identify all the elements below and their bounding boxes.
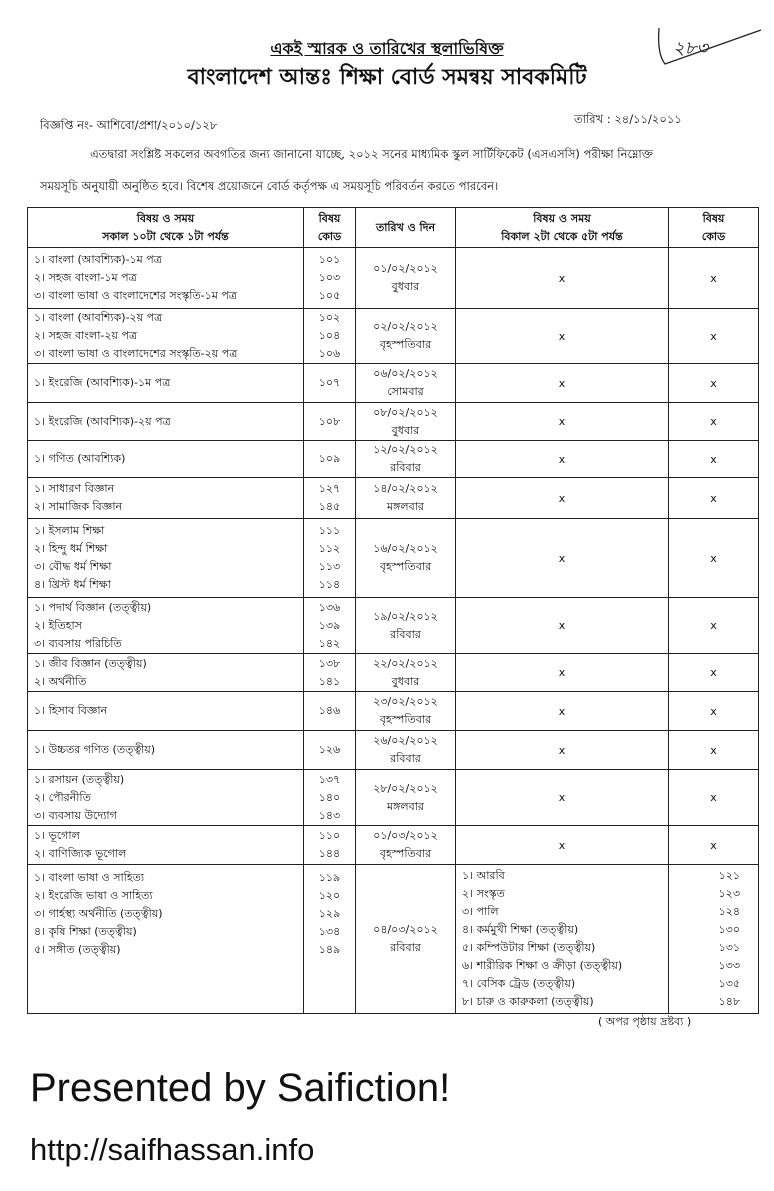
morning-subjects — [28, 598, 304, 654]
subject-name: ২। ইতিহাস — [34, 618, 82, 632]
exam-date: ০৪/০৩/২০১২ — [373, 923, 438, 936]
no-afternoon-code: x — [669, 692, 759, 731]
table-row — [28, 770, 759, 826]
subject-name: ৫। সঙ্গীত (তত্ত্বীয়) — [34, 943, 121, 956]
morning-codes — [304, 598, 356, 654]
exam-schedule-table — [27, 207, 759, 1014]
no-afternoon-exam: x — [456, 441, 669, 478]
exam-day: সোমবার — [387, 385, 424, 398]
subject-code: ১২৬ — [318, 743, 341, 756]
subject-code: ১৪৩ — [318, 808, 341, 822]
date-day — [356, 598, 456, 654]
header-text: বিকাল ২টা থেকে ৫টা পর্যন্ত — [501, 229, 623, 243]
morning-subjects — [28, 865, 304, 1014]
subject-code: ১৪৬ — [318, 704, 341, 717]
subject-code: ১৩৮ — [318, 656, 341, 670]
no-afternoon-code: x — [669, 478, 759, 519]
subject-code: ১৩৭ — [318, 772, 341, 786]
table-row — [28, 865, 759, 1014]
date-day — [356, 519, 456, 598]
morning-subjects — [28, 654, 304, 692]
subject-name: ১। ইসলাম শিক্ষা — [34, 524, 105, 537]
subject-code: ১৩৩ — [718, 959, 740, 972]
presented-by-caption: Presented by Saifiction! — [30, 1066, 451, 1110]
header-afternoon — [456, 208, 669, 248]
subject-code: ১৪৮ — [718, 995, 740, 1008]
table-row — [28, 692, 759, 731]
table-row — [28, 654, 759, 692]
subject-code: ১৩৬ — [318, 600, 341, 614]
exam-day: মঙ্গলবার — [387, 799, 424, 813]
morning-codes — [304, 865, 356, 1014]
subject-name: ২। সহজ বাংলা-১ম পত্র — [34, 271, 137, 284]
morning-codes — [304, 403, 356, 441]
subject-name: ২। সামাজিক বিজ্ঞান — [34, 500, 123, 513]
date-day — [356, 654, 456, 692]
no-afternoon-code: x — [669, 598, 759, 654]
subject-name: ১। উচ্চতর গণিত (তত্ত্বীয়) — [34, 743, 156, 756]
date-day — [356, 364, 456, 403]
exam-date: ২৮/০২/২০১২ — [373, 781, 438, 795]
subject-name: ৩। ব্যবসায় পরিচিতি — [34, 636, 122, 650]
subject-code: ১১১ — [318, 524, 341, 537]
morning-codes — [304, 731, 356, 770]
subject-code: ১২৪ — [718, 905, 740, 918]
table-row — [28, 441, 759, 478]
subject-name: ২। হিন্দু ধর্ম শিক্ষা — [34, 542, 108, 555]
date-day — [356, 441, 456, 478]
subject-code: ১৪৫ — [318, 500, 341, 513]
no-afternoon-code: x — [669, 309, 759, 364]
morning-subjects — [28, 441, 304, 478]
no-afternoon-exam: x — [456, 731, 669, 770]
morning-codes — [304, 248, 356, 309]
subject-code: ১৪৯ — [318, 943, 341, 956]
morning-subjects — [28, 309, 304, 364]
table-header-row — [28, 208, 759, 248]
subject-code: ১১২ — [318, 542, 341, 555]
subject-name: ৩। বাংলা ভাষা ও বাংলাদেশের সংস্কৃতি-১ম পত্র — [34, 289, 237, 302]
no-afternoon-exam: x — [456, 478, 669, 519]
morning-subjects — [28, 692, 304, 731]
header-text: বিষয় ও সময় — [533, 211, 591, 225]
subject-name: ৩। ব্যবসায় উদ্যোগ — [34, 808, 117, 822]
exam-day: বৃহস্পতিবার — [379, 713, 432, 726]
subject-name: ৪। কর্মমুখী শিক্ষা (তত্ত্বীয়) — [462, 923, 579, 936]
table-row — [28, 826, 759, 865]
date-day — [356, 826, 456, 865]
subject-code: ১১৯ — [318, 871, 341, 884]
notice-subtitle: একই স্মারক ও তারিখের স্থলাভিষিক্ত — [270, 39, 504, 58]
morning-codes — [304, 770, 356, 826]
morning-subjects — [28, 248, 304, 309]
subject-name: ১। সাধারণ বিজ্ঞান — [34, 482, 115, 495]
schedule-body — [28, 248, 759, 1014]
intro-paragraph-line-2: সময়সূচি অনুযায়ী অনুষ্ঠিত হবে। বিশেষ প্রয়োজনে বোর্ড কর্তৃপক্ষ এ সময়সূচি পরিবর্তন করতে পারবেন। — [40, 179, 499, 193]
no-afternoon-code: x — [669, 364, 759, 403]
date-day — [356, 248, 456, 309]
morning-codes — [304, 309, 356, 364]
subject-code: ১১০ — [318, 829, 341, 842]
exam-date: ০১/০২/২০১২ — [373, 262, 438, 275]
table-row — [28, 731, 759, 770]
no-afternoon-exam: x — [456, 770, 669, 826]
subject-code: ১৩৫ — [718, 977, 740, 990]
no-afternoon-exam: x — [456, 519, 669, 598]
website-link[interactable]: http://saifhassan.info — [30, 1132, 315, 1167]
subject-name: ৩। গার্হস্থ্য অর্থনীতি (তত্ত্বীয়) — [34, 907, 163, 920]
morning-subjects — [28, 826, 304, 865]
subject-code: ১০৭ — [318, 376, 341, 389]
exam-day: বুধবার — [391, 280, 420, 293]
header-code — [304, 208, 356, 248]
subject-name: ১। বাংলা ভাষা ও সাহিত্য — [34, 871, 145, 884]
subject-name: ৮। চারু ও কারুকলা (তত্ত্বীয়) — [462, 995, 594, 1008]
exam-date: ০৮/০২/২০১২ — [373, 405, 438, 419]
date-day — [356, 478, 456, 519]
afternoon-codes — [669, 865, 759, 1014]
subject-code: ১৪৪ — [318, 847, 341, 860]
notice-date: তারিখ : ২৪/১১/২০১১ — [574, 112, 682, 126]
exam-date: ১২/০২/২০১২ — [373, 443, 438, 456]
subject-name: ২। সংস্কৃত — [462, 887, 505, 900]
morning-codes — [304, 478, 356, 519]
subject-name: ৪। কৃষি শিক্ষা (তত্ত্বীয়) — [34, 925, 137, 938]
handwritten-number: ২৮৩ — [673, 38, 709, 59]
date-day — [356, 731, 456, 770]
exam-date: ২৩/০২/২০১২ — [373, 695, 438, 708]
subject-name: ১। গণিত (আবশ্যিক) — [34, 452, 126, 465]
subject-code: ১২৩ — [718, 887, 740, 900]
memo-number: বিজ্ঞপ্তি নং- আশিবো/প্রশা/২০১০/১২৮ — [40, 118, 218, 132]
subject-code: ১২১ — [718, 869, 740, 882]
morning-codes — [304, 826, 356, 865]
subject-name: ৫। কম্পিউটার শিক্ষা (তত্ত্বীয়) — [462, 941, 596, 954]
table-row — [28, 309, 759, 364]
no-afternoon-code: x — [669, 770, 759, 826]
exam-date: ১৪/০২/২০১২ — [373, 482, 438, 495]
header-date: তারিখ ও দিন — [356, 208, 456, 248]
no-afternoon-code: x — [669, 441, 759, 478]
subject-code: ১৩৪ — [318, 925, 341, 938]
subject-code: ১৪১ — [318, 674, 341, 688]
subject-name: ১। ভূগোল — [34, 829, 80, 842]
exam-date: ০২/০২/২০১২ — [373, 320, 438, 333]
subject-name: ১। বাংলা (আবশ্যিক)-১ম পত্র — [34, 253, 162, 266]
date-day — [356, 309, 456, 364]
exam-day: রবিবার — [390, 941, 421, 954]
header-text: কোড — [701, 229, 726, 243]
subject-code: ১৩৯ — [318, 618, 341, 632]
subject-code: ১২০ — [318, 889, 341, 902]
morning-codes — [304, 441, 356, 478]
subject-code: ১৩১ — [718, 941, 740, 954]
morning-subjects — [28, 770, 304, 826]
exam-day: রবিবার — [390, 627, 421, 641]
subject-name: ৬। শারীরিক শিক্ষা ও ক্রীড়া (তত্ত্বীয়) — [462, 959, 623, 972]
header-text: বিষয় ও সময় — [136, 211, 195, 225]
handwritten-page-mark — [655, 24, 765, 68]
subject-code: ১৩০ — [718, 923, 740, 936]
continued-note: ( অপর পৃষ্ঠায় দ্রষ্টব্য ) — [598, 1015, 692, 1028]
date-day — [356, 403, 456, 441]
subject-name: ২। পৌরনীতি — [34, 790, 91, 804]
subject-name: ১। ইংরেজি (আবশ্যিক)-১ম পত্র — [34, 376, 171, 389]
exam-day: বৃহস্পতিবার — [379, 847, 432, 860]
no-afternoon-code: x — [669, 403, 759, 441]
header-text: বিষয় — [702, 211, 725, 225]
subject-name: ৭। বেসিক ট্রেড (তত্ত্বীয়) — [462, 977, 576, 990]
subject-code: ১১৪ — [318, 578, 341, 591]
no-afternoon-exam: x — [456, 364, 669, 403]
date-day — [356, 865, 456, 1014]
header-text: কোড — [317, 229, 342, 243]
morning-codes — [304, 654, 356, 692]
subject-code: ১০২ — [318, 311, 341, 324]
exam-date: ০৬/০২/২০১২ — [373, 367, 438, 380]
subject-name: ১। হিসাব বিজ্ঞান — [34, 704, 108, 717]
subject-code: ১১৩ — [318, 560, 341, 573]
table-row — [28, 598, 759, 654]
exam-day: রবিবার — [390, 461, 421, 474]
subject-code: ১০৯ — [318, 452, 341, 465]
exam-date: ১৯/০২/২০১২ — [373, 609, 438, 623]
exam-date: ২৬/০২/২০১২ — [373, 734, 438, 747]
exam-day: বুধবার — [391, 674, 420, 688]
subject-code: ১০১ — [318, 253, 341, 266]
subject-name: ২। ইংরেজি ভাষা ও সাহিত্য — [34, 889, 153, 902]
subject-code: ১০৩ — [318, 271, 341, 284]
no-afternoon-exam: x — [456, 826, 669, 865]
subject-code: ১০৮ — [318, 414, 341, 428]
subject-name: ২। সহজ বাংলা-২য় পত্র — [34, 329, 138, 342]
no-afternoon-code: x — [669, 248, 759, 309]
morning-codes — [304, 364, 356, 403]
morning-codes — [304, 519, 356, 598]
subject-name: ১। পদার্থ বিজ্ঞান (তত্ত্বীয়) — [34, 600, 152, 614]
exam-day: রবিবার — [390, 752, 421, 765]
morning-subjects — [28, 478, 304, 519]
subject-code: ১২৯ — [318, 907, 341, 920]
subject-name: ১। রসায়ন (তত্ত্বীয়) — [34, 772, 125, 786]
subject-name: ৩। বাংলা ভাষা ও বাংলাদেশের সংস্কৃতি-২য় পত্র — [34, 347, 238, 360]
subject-name: ২। বাণিজ্যিক ভূগোল — [34, 847, 127, 860]
subject-code: ১৪২ — [318, 636, 341, 650]
exam-date: ২২/০২/২০১২ — [373, 656, 438, 670]
morning-subjects — [28, 519, 304, 598]
header-afternoon-code — [669, 208, 759, 248]
morning-codes — [304, 692, 356, 731]
exam-date: ০১/০৩/২০১২ — [373, 829, 438, 842]
exam-day: বৃহস্পতিবার — [379, 560, 432, 573]
no-afternoon-exam: x — [456, 248, 669, 309]
exam-day: বৃহস্পতিবার — [379, 338, 432, 351]
exam-day: বুধবার — [391, 423, 420, 437]
subject-name: ১। ইংরেজি (আবশ্যিক)-২য় পত্র — [34, 414, 171, 428]
table-row — [28, 403, 759, 441]
subject-name: ১। বাংলা (আবশ্যিক)-২য় পত্র — [34, 311, 163, 324]
no-afternoon-code: x — [669, 519, 759, 598]
page-title: বাংলাদেশ আন্তঃ শিক্ষা বোর্ড সমন্বয় সাবকমিটি — [187, 65, 587, 90]
subject-name: ১। জীব বিজ্ঞান (তত্ত্বীয়) — [34, 656, 147, 670]
subject-code: ১০৪ — [318, 329, 341, 342]
no-afternoon-exam: x — [456, 403, 669, 441]
no-afternoon-code: x — [669, 654, 759, 692]
subject-name: ৩। পালি — [462, 905, 499, 918]
morning-subjects — [28, 403, 304, 441]
no-afternoon-exam: x — [456, 309, 669, 364]
subject-code: ১৪০ — [318, 790, 341, 804]
no-afternoon-code: x — [669, 731, 759, 770]
table-row — [28, 478, 759, 519]
no-afternoon-code: x — [669, 826, 759, 865]
subject-name: ১। আরবি — [462, 869, 505, 882]
header-morning — [28, 208, 304, 248]
afternoon-subjects — [456, 865, 669, 1014]
table-row — [28, 364, 759, 403]
exam-day: মঙ্গলবার — [387, 500, 424, 513]
subject-name: ৩। বৌদ্ধ ধর্ম শিক্ষা — [34, 560, 112, 573]
morning-subjects — [28, 731, 304, 770]
no-afternoon-exam: x — [456, 654, 669, 692]
date-day — [356, 692, 456, 731]
subject-code: ১০৬ — [318, 347, 341, 360]
subject-code: ১০৫ — [318, 289, 341, 302]
header-text: বিষয় — [318, 211, 341, 225]
morning-subjects — [28, 364, 304, 403]
subject-name: ৪। খ্রিস্ট ধর্ম শিক্ষা — [34, 578, 111, 591]
exam-date: ১৬/০২/২০১২ — [373, 542, 438, 555]
table-row — [28, 248, 759, 309]
no-afternoon-exam: x — [456, 692, 669, 731]
intro-paragraph-line-1: এতদ্বারা সংশ্লিষ্ট সকলের অবগতির জন্য জানানো যাচ্ছে, ২০১২ সনের মাধ্যমিক স্কুল সার্টিফিকেট (এসএসসি) পরীক্ষা নিম্নোক্ত — [90, 147, 653, 161]
table-row — [28, 519, 759, 598]
subject-name: ২। অর্থনীতি — [34, 674, 87, 688]
no-afternoon-exam: x — [456, 598, 669, 654]
header-text: সকাল ১০টা থেকে ১টা পর্যন্ত — [102, 229, 229, 243]
date-day — [356, 770, 456, 826]
subject-code: ১২৭ — [318, 482, 341, 495]
